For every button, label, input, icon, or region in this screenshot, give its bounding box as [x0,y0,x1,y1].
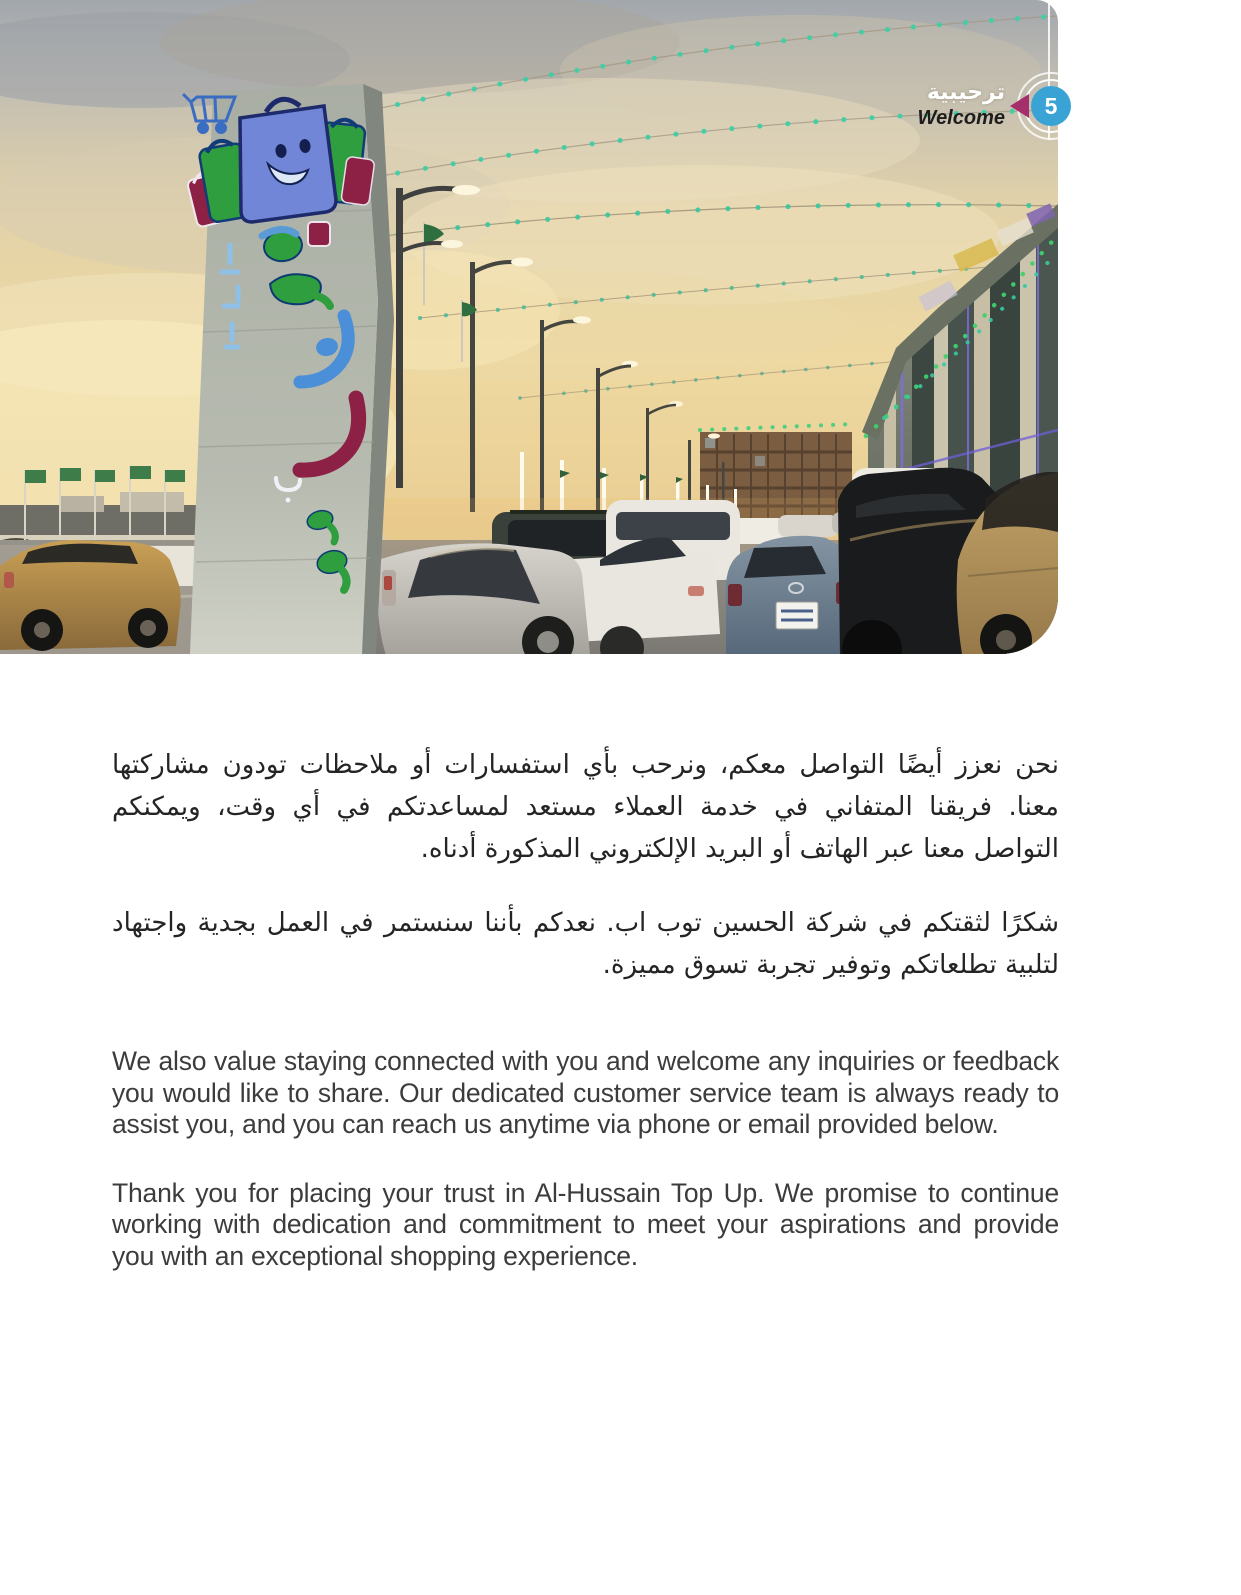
page-number: 5 [1044,92,1058,119]
silver-hatchback [377,543,590,654]
blue-hyundai-accent [726,536,850,654]
section-label-arabic: ترحيبية [926,80,1005,105]
arabic-text-block [112,744,1059,986]
arabic-paragraph-1: نحن نعزز أيضًا التواصل معكم، ونرحب بأي استفسارات أو ملاحظات تودون مشاركتها معنا. فريقنا المتفاني في خدمة العملاء مستعد لمساعدتكم في أي وقت، ويمكنكم التواصل معنا عبر الهاتف أو البريد الإلكتروني المذكورة أدناه. [112,750,1059,864]
triangle-pointer-icon [1010,94,1029,118]
section-label-english: Welcome [917,107,1005,129]
maroon-bag-right [341,156,375,205]
hero-photo [0,0,1058,654]
page-number-badge [1031,86,1071,126]
arabic-paragraph-2: شكرًا لثقتكم في شركة الحسين توب اب. نعدكم بأننا سنستمر في العمل بجدية واجتهاد لتلبية تطلعاتكم وتوفير تجربة تسوق مميزة. [112,908,1059,980]
smiley-bag-icon [240,99,336,222]
street-scene-illustration [0,0,1058,654]
english-text-block [112,1046,1059,1272]
gold-suv [0,540,181,651]
english-paragraph-2: Thank you for placing your trust in Al-Hussain Top Up. We promise to continue working with dedication and commitment to meet your aspirations and provide you with an exceptional shopping experience. [112,1177,1059,1271]
english-paragraph-1: We also value staying connected with you and welcome any inquiries or feedback you would like to share. Our dedicated customer service team is always ready to assist you, and you can reach us anytime via phone or email provided below. [112,1046,1059,1139]
